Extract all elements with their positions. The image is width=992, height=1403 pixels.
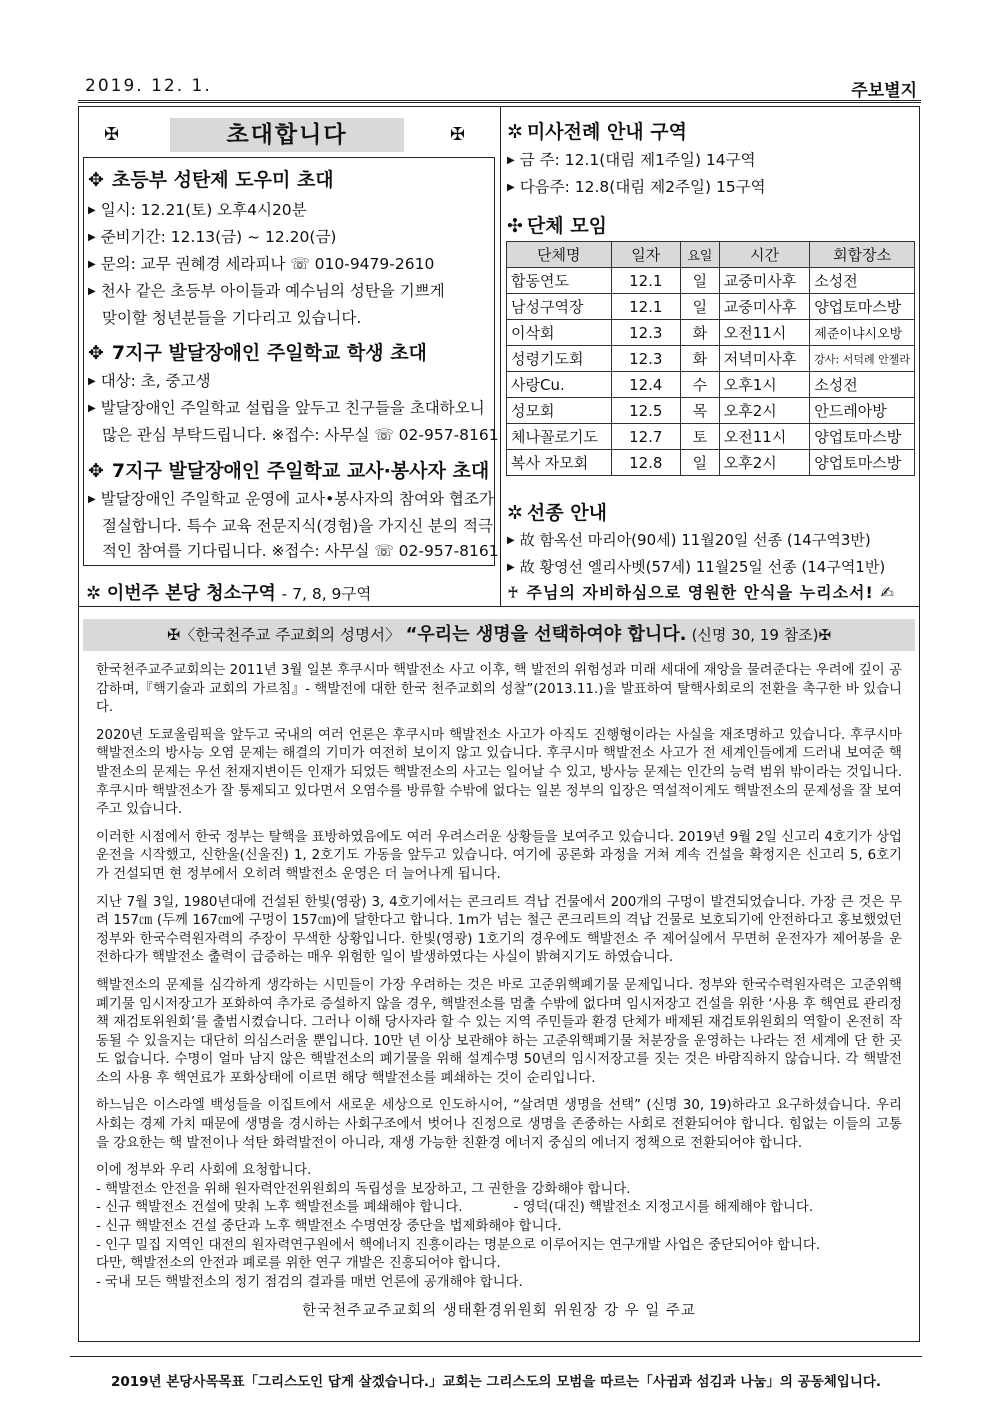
triangle-bullet-icon: ▶ (507, 182, 515, 193)
list-item: - 인구 밀집 지역인 대전의 원자력연구원에서 핵에너지 진흥이라는 명분으로 이루어지는 연구개발 사업은 중단되어야 합니다. (96, 1237, 821, 1253)
col-header: 회합장소 (810, 242, 915, 268)
statement-paragraph: 한국천주교주교회의는 2011년 3월 일본 후쿠시마 핵발전소 사고 이후, 핵 발전의 위험성과 미래 세대에 재앙을 물려준다는 우려에 깊이 공감하며,『핵기술과 교회의 가르침』- 핵발전에 대한 한국 천주교회의 성찰”(2013.11.)을 발표하여 탈핵사회로의 전환을 촉구한 바 있습니다. (96, 663, 902, 716)
funeral-prayer (507, 580, 895, 603)
cell: 12.4 (611, 372, 681, 398)
statement-title: “우리는 생명을 선택하여야 합니다. (405, 624, 687, 645)
statement-paragraph: 지난 7월 3일, 1980년대에 건설된 한빛(영광) 3, 4호기에서는 콘크리트 격납 건물에서 200개의 구멍이 발견되었습니다. 가장 큰 것은 무려 157㎝ (두께 167㎝에 구멍이 157㎝)에 달한다고 합니다. 1m가 넘는 철근 콘크리트의 격납 건물로 보호되기에 안전하다고 홍보했었던 정부와 한국수력원자력의 주장이 무색한 상황입니다. 한빛(영광) 1호기의 경우에도 핵발전소 주 제어실에서 무면허 운전자가 제어봉을 운전하다가 핵발전소 출력이 급증하는 매우 위험한 일이 발생하였다는 사실이 밝혀지기도 하였습니다. (96, 894, 902, 966)
cross-icon-left: ✠ (104, 124, 120, 145)
mass-line: 금 주: 12.1(대림 제1주일) 14구역 (519, 151, 756, 169)
cross-icon-right: ✠ (450, 124, 466, 145)
cell: 체나꼴로기도 (507, 424, 612, 450)
statement-source: ✠〈한국천주교 주교회의 성명서〉 (166, 626, 401, 644)
cell: 12.3 (611, 320, 681, 346)
invite-title: 초대합니다 (170, 118, 404, 152)
statement-paragraph: 하느님은 이스라엘 백성들을 이집트에서 새로운 세상으로 인도하시어, “살려면 생명을 선택” (신명 30, 19)하라고 요구하셨습니다. 우리 사회는 경제 가치 때문에 생명을 경시하는 사회구조에서 벗어나 진정으로 생명을 존중하는 사회로 전환되어야 합니다. 힘없는 이들의 고통을 강요한는 핵 발전이나 석탄 화력발전이 아니라, 재생 가능한 친환경 에너지 중심의 에너지 정책으로 전환되어야 합니다. (96, 1098, 902, 1151)
invite-line: 천사 같은 초등부 아이들과 예수님의 성탄을 기쁘게 (100, 282, 445, 300)
invite-line: 많은 관심 부탁드립니다. ※접수: 사무실 ☏ 02-957-8161 (102, 426, 499, 444)
triangle-bullet-icon: ▶ (507, 562, 515, 573)
candle-icon: ♰ (507, 583, 520, 602)
flower-icon: ✲ (86, 583, 102, 604)
list-item: - 핵발전소 안전을 위해 원자력안전위원회의 독립성을 보장하고, 그 권한을 강화해야 합니다. (96, 1181, 631, 1197)
table-row (507, 346, 915, 372)
section-title: 7지구 발달장애인 주일학교 학생 초대 (111, 342, 427, 364)
cell: 일 (681, 268, 720, 294)
groups-heading (507, 211, 607, 238)
funeral-title: 선종 안내 (526, 502, 607, 524)
triangle-bullet-icon: ▶ (507, 535, 515, 546)
cell: 오후2시 (719, 398, 810, 424)
invite-line: 준비기간: 12.13(금) ~ 12.20(금) (100, 228, 337, 246)
cell: 오후2시 (719, 450, 810, 476)
invite-line: 문의: 교무 권혜경 세라피나 ☏ 010-9479-2610 (100, 255, 435, 273)
cell: 저녁미사후 (719, 346, 810, 372)
list-item: - 국내 모든 핵발전소의 정기 점검의 결과를 매번 언론에 공개해야 합니다. (96, 1274, 523, 1290)
flower-icon: ✲ (507, 502, 523, 524)
cell: 양업토마스방 (810, 450, 915, 476)
cell: 오전11시 (719, 320, 810, 346)
cell: 안드레아방 (810, 398, 915, 424)
bulletin-label: 주보별지 (851, 81, 917, 101)
diamond-cross-icon: ✥ (88, 460, 104, 482)
cell: 12.1 (611, 294, 681, 320)
invite-section-3 (88, 456, 499, 564)
footer-divider (70, 1356, 922, 1357)
list-item: 다만, 핵발전소의 안전과 폐로를 위한 연구 개발은 진흥되어야 합니다. (96, 1256, 501, 1272)
invite-section-1 (88, 165, 493, 331)
cell: 성모회 (507, 398, 612, 424)
section-title: 7지구 발달장애인 주일학교 교사·봉사자 초대 (111, 460, 490, 482)
triangle-bullet-icon: ▶ (88, 286, 96, 297)
cell: 오후1시 (719, 372, 810, 398)
cell: 화 (681, 346, 720, 372)
table-row (507, 398, 915, 424)
sparkle-icon: ✣ (507, 215, 523, 237)
triangle-bullet-icon: ▶ (88, 205, 96, 216)
diamond-cross-icon: ✥ (88, 169, 104, 191)
praying-hands-icon: ✍ (880, 583, 895, 602)
triangle-bullet-icon: ▶ (88, 403, 96, 414)
diamond-cross-icon: ✥ (88, 342, 104, 364)
cell: 성령기도회 (507, 346, 612, 372)
cell: 12.7 (611, 424, 681, 450)
invite-line: 발달장애인 주일학교 설립을 앞두고 친구들을 초대하오니 (100, 399, 485, 417)
statement-paragraph: 2020년 도쿄올림픽을 앞두고 국내의 여러 언론은 후쿠시마 핵발전소 사고가 아직도 진행형이라는 사실을 재조명하고 있습니다. 후쿠시마 핵발전소의 방사능 오염 문제는 해결의 기미가 여전히 보이지 않고 있습니다. 후쿠시마 핵발전소 사고가 전 세계인들에게 드러내 보여준 핵발전소의 문제는 우선 천재지변이든 인재가 되었든 핵발전소의 사고는 일어날 수 있고, 방사능 문제는 인간의 능력 범위 밖이라는 것입니다. 후쿠시마 핵발전소가 잘 통제되고 있다면서 오염수를 방류할 수밖에 없다는 일본 정부의 입장은 역설적이게도 핵발전소의 문제성을 잘 보여주고 있습니다. (96, 727, 902, 818)
cell: 12.8 (611, 450, 681, 476)
cell: 이삭회 (507, 320, 612, 346)
invite-line: 대상: 초, 중고생 (100, 372, 211, 390)
triangle-bullet-icon: ▶ (88, 259, 96, 270)
cell: 양업토마스방 (810, 424, 915, 450)
table-header-row (507, 242, 915, 268)
invite-line: 일시: 12.21(토) 오후4시20분 (100, 201, 307, 219)
cleaning-value: - 7, 8, 9구역 (281, 585, 372, 603)
cell: 합동연도 (507, 268, 612, 294)
cell: 12.5 (611, 398, 681, 424)
invite-section-2 (88, 338, 499, 448)
cell: 수 (681, 372, 720, 398)
bulletin-date: 2019. 12. 1. (85, 76, 212, 96)
statement-body (96, 662, 902, 1321)
cell: 강사: 서덕례 안젤라 (810, 346, 915, 372)
triangle-bullet-icon: ▶ (88, 232, 96, 243)
cell: 일 (681, 450, 720, 476)
footer-motto: 2019년 본당사목목표「그리스도인 답게 살겠습니다.」교회는 그리스도의 모범을 따르는「사귐과 섬김과 나눔」의 공동체입니다. (110, 1374, 882, 1390)
cell: 목 (681, 398, 720, 424)
funeral-line: 故 함옥선 마리아(90세) 11월20일 선종 (14구역3반) (519, 531, 871, 549)
cell: 소성전 (810, 268, 915, 294)
request-list (96, 1181, 902, 1293)
cell: 토 (681, 424, 720, 450)
list-item: - 신규 핵발전소 건설 중단과 노후 핵발전소 수명연장 중단을 법제화해야 합니다. (96, 1219, 562, 1235)
invite-line: 적인 참여를 기다립니다. ※접수: 사무실 ☏ 02-957-8161 (102, 542, 499, 560)
cell: 양업토마스방 (810, 294, 915, 320)
invite-line: 맞이할 청년분들을 기다리고 있습니다. (102, 309, 362, 327)
table-row (507, 268, 915, 294)
col-header: 단체명 (507, 242, 612, 268)
table-row (507, 294, 915, 320)
cell: 남성구역장 (507, 294, 612, 320)
mass-title: 미사전례 안내 구역 (526, 121, 687, 143)
mass-section (507, 117, 912, 202)
triangle-bullet-icon: ▶ (88, 376, 96, 387)
cell: 화 (681, 320, 720, 346)
invite-line: 발달장애인 주일학교 운영에 교사•봉사자의 참여와 협조가 (100, 490, 494, 508)
prayer-text: 주님의 자비하심으로 영원한 안식을 누리소서! (526, 583, 874, 602)
statement-paragraph: 핵발전소의 문제를 심각하게 생각하는 시민들이 가장 우려하는 것은 바로 고준위핵폐기물 문제입니다. 정부와 한국수력원자력은 고준위핵폐기물 임시저장고가 포화하여 추가로 증설하지 않을 경우, 핵발전소를 멈출 수밖에 없다며 임시저장고 건설을 위한 ‘사용 후 핵연료 관리정책 재검토위원회’를 출범시켰습니다. 그러나 이해 당사자라 할 수 있는 지역 주민들과 환경 단체가 배제된 재검토위원회의 역할이 온전히 작동될 수 있을지는 대단히 의심스러울 뿐입니다. 10만 년 이상 보관해야 하는 고준위핵폐기물 처분장을 운영하는 나라는 전 세계에 단 한 곳도 없습니다. 수명이 얼마 남지 않은 핵발전소의 폐기물을 위해 설계수명 50년의 임시저장고를 짓는 것은 바람직하지 않습니다. 각 핵발전소의 사용 후 핵연료가 포화상태에 이르면 해당 핵발전소를 폐쇄하는 것이 순리입니다. (96, 977, 902, 1086)
request-intro: 이에 정부와 우리 사회에 요청합니다. (96, 1163, 312, 1179)
cell: 오전11시 (719, 424, 810, 450)
col-header: 요일 (681, 242, 720, 268)
cell: 소성전 (810, 372, 915, 398)
cell: 일 (681, 294, 720, 320)
col-header: 일자 (611, 242, 681, 268)
section-divider (78, 606, 920, 607)
groups-title: 단체 모임 (526, 215, 607, 237)
statement-header (83, 619, 915, 651)
mass-line: 다음주: 12.8(대림 제2주일) 15구역 (519, 178, 766, 196)
cell: 12.3 (611, 346, 681, 372)
col-header: 시간 (719, 242, 810, 268)
table-row (507, 320, 915, 346)
table-row (507, 424, 915, 450)
header-divider (78, 100, 921, 103)
funeral-section (507, 498, 912, 582)
triangle-bullet-icon: ▶ (507, 155, 515, 166)
groups-table (506, 241, 915, 476)
invite-line: 절실합니다. 특수 교육 전문지식(경험)을 가지신 분의 적극 (102, 517, 493, 535)
cell: 교중미사후 (719, 294, 810, 320)
cell: 사랑Cu. (507, 372, 612, 398)
cleaning-notice (86, 579, 371, 605)
triangle-bullet-icon: ▶ (88, 494, 96, 505)
cleaning-title: 이번주 본당 청소구역 (106, 583, 276, 604)
statement-signature: 한국천주교주교회의 생태환경위원회 위원장 강 우 일 주교 (302, 1303, 696, 1320)
statement-paragraph: 이러한 시점에서 한국 정부는 탈핵을 표방하였음에도 여러 우려스러운 상황들을 보여주고 있습니다. 2019년 9월 2일 신고리 4호기가 상업 운전을 시작했고, 신한울(신울진) 1, 2호기도 가동을 앞두고 있습니다. 여기에 공론화 과정을 거쳐 계속 건설을 확정지은 신고리 5, 6호기가 건설되면 현 정부에서 오히려 핵발전소 운영은 더 늘어나게 됩니다. (96, 829, 902, 882)
column-divider (500, 106, 501, 606)
cell: 제준이냐시오방 (810, 320, 915, 346)
statement-reference: (신명 30, 19 참조)✠ (691, 626, 832, 644)
section-title: 초등부 성탄제 도우미 초대 (111, 169, 334, 191)
table-row (507, 372, 915, 398)
cell: 12.1 (611, 268, 681, 294)
table-row (507, 450, 915, 476)
list-item: - 신규 핵발전소 건설에 맞춰 노후 핵발전소를 폐쇄해야 합니다. - 영덕(대진) 핵발전소 지정고시를 해제해야 합니다. (96, 1200, 814, 1216)
funeral-line: 故 황영선 엘리사벳(57세) 11월25일 선종 (14구역1반) (519, 558, 886, 576)
flower-icon: ✲ (507, 121, 523, 143)
cell: 복사 자모회 (507, 450, 612, 476)
cell: 교중미사후 (719, 268, 810, 294)
